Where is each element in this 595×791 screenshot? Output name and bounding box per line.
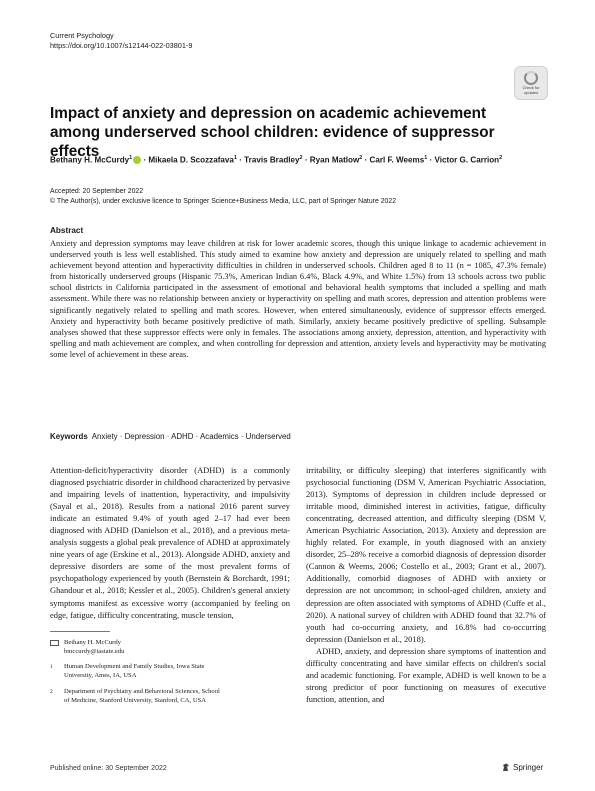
body-paragraph: ADHD, anxiety, and depression share symptoms of inattention and difficulty concentrating and have similar effects on children's social and academic functioning. For example, ADHD is well known to be a strong predictor of poor functioning on measures of executive function, attention, and (306, 645, 546, 704)
body-column-right (306, 464, 546, 705)
footnotes (50, 639, 290, 712)
author-name[interactable]: Ryan Matlow (309, 155, 360, 165)
keywords-label: Keywords (50, 432, 88, 441)
journal-header (50, 31, 192, 51)
author-affiliation: 2 (499, 155, 503, 161)
publisher-name: Springer (513, 763, 544, 772)
body-column-left (50, 464, 290, 621)
author-affiliation: 2 (359, 155, 363, 161)
title-line2: among underserved school children: evidence of suppressor effects (50, 124, 495, 160)
keywords-list: Anxiety · Depression · ADHD · Academics · Underserved (91, 432, 291, 441)
author-name[interactable]: Bethany H. McCurdy (50, 155, 130, 165)
body-paragraph: Attention-deficit/hyperactivity disorder (ADHD) is a commonly diagnosed psychiatric disorder in childhood characterized by pervasive and impairing levels of inattention, hyperactivity, and impulsivity (Sayal et al., 2018). Results from a national 2016 parent survey indicate an estimated 9.4% of youth aged 2–17 had ever been diagnosed with ADHD (Danielson et al., 2018), and a previous meta-analysis suggests a global peak prevalence of ADHD at approximately nine years of age (Erskine et al., 2013). Alongside ADHD, anxiety and depressive disorders are some of the most prevalent forms of psychopathology experienced by youth (Bernstein & Borchardt, 1991; Ghandour et al., 2018; Kessler et al., 2005). Children's general anxiety symptoms manifest as excessive worry (accompanied by feeling on edge, fatigue, difficulty concentrating, muscle tension, (50, 465, 290, 620)
keywords (50, 432, 291, 441)
orcid-icon[interactable] (133, 156, 141, 164)
article-dates (50, 187, 396, 207)
affiliation-mark: 1 (50, 664, 53, 671)
affiliation-line: Human Development and Family Studies, Iowa State (64, 663, 205, 671)
published-online: Published online: 30 September 2022 (50, 765, 167, 772)
copyright-line: © The Author(s), under exclusive licence to Springer Science+Business Media, LLC, part of Springer Nature 2022 (50, 198, 397, 205)
check-for-updates-badge[interactable] (514, 66, 548, 100)
author-list: Bethany H. McCurdy$^1$ · Mikaela D. Scozzafava$^1$ · Travis Bradley$^2$ · Ryan Matlow$^2$ · Carl F. Weems$^1$ · Victor G. Carrion$^2$ (50, 155, 503, 165)
author-affiliation: 1 (129, 155, 133, 161)
affiliation-mark: 2 (50, 688, 53, 695)
author-name[interactable]: Travis Bradley (244, 155, 300, 165)
title-line1: Impact of anxiety and depression on academic achievement (50, 105, 487, 122)
accepted-date: Accepted: 20 September 2022 (50, 188, 144, 195)
abstract-text: Anxiety and depression symptoms may leave children at risk for lower academic scores, though this unique linkage to academic achievement in underserved youth is less well established. This study aimed to examine how anxiety and depression are uniquely related to spelling and math achievement beyond attention and hyperactivity difficulties in children in underserved schools. Children aged 8 to 11 (n = 1085, 47.3% female) from historically underserved groups (Hispanic 75.3%, American Indian 6.4%, Black 4.9%, and White 1.5%) from 13 schools across two public school districts in California participated in the assessment of emotional and behavioral health symptoms that included a spelling and math assessment. While there was no relationship between anxiety or hyperactivity on spelling and math scores, depression and attention problems were significantly negatively related to spelling and math scores. However, when entered simultaneously, evidence of suppressor effects emerged. Anxiety and hyperactivity both became positively predictive of math. Similarly, anxiety became positively predictive of spelling. Subsample analyses showed that these suppressor effects were only in females. The associations among anxiety, depression, attention, and hyperactivity with spelling and math achievement are complex, and when controlling for depression and attention, anxiety levels and hyperactivity may be motivating some level of achievement in these areas. (50, 239, 546, 359)
article-title (50, 104, 520, 161)
journal-doi[interactable]: https://doi.org/10.1007/s12144-022-03801-9 (50, 41, 193, 50)
check-updates-icon (524, 71, 538, 85)
envelope-icon (50, 640, 59, 646)
badge-line1: Check for (522, 85, 540, 91)
corresponding-author (50, 639, 290, 656)
affiliation-1 (50, 663, 290, 680)
author-name[interactable]: Carl F. Weems (369, 155, 425, 165)
author-affiliation: 1 (424, 155, 428, 161)
check-updates-label (522, 86, 539, 95)
affiliation-line: Department of Psychiatry and Behavioral Sciences, School (64, 687, 220, 695)
author-name[interactable]: Mikaela D. Scozzafava (148, 155, 234, 165)
footnote-divider (50, 631, 110, 632)
author-name[interactable]: Victor G. Carrion (434, 155, 500, 165)
abstract-heading: Abstract (50, 226, 84, 235)
publisher-logo[interactable] (502, 763, 543, 772)
author-affiliation: 2 (299, 155, 303, 161)
affiliation-line: of Medicine, Stanford University, Stanford, CA, USA (64, 696, 207, 704)
body-paragraph: irritability, or difficulty sleeping) that interferes significantly with psychosocial functioning (DSM V, American Psychiatric Association, 2013). Symptoms of depression in children include depressed or irritable mood, diminished interest in activities, fatigue, difficulty concentrating, decreased attention, and difficulty sleeping (DSM V, American Psychiatric Association, 2013). Anxiety and depression are highly related. For example, in youth diagnosed with an anxiety disorder, 25–28% receive a comorbid diagnosis of depression disorder (Cannon & Weems, 2006; Costello et al., 2003; Grant et al., 2007). Additionally, comorbid diagnoses of ADHD with anxiety or depression are not uncommon; in school-aged children, anxiety and depression are often associated with symptoms of ADHD (Cuffe et al., 2020). A national survey of children with ADHD found that 32.7% of youth had co-occurring anxiety, and 16.8% had co-occurring depression (Danielson et al., 2018). (306, 465, 546, 644)
author-affiliation: 1 (233, 155, 237, 161)
badge-line2: updates (523, 89, 539, 95)
corresponding-name: Bethany H. McCurdy (64, 639, 121, 646)
corresponding-email[interactable]: bmccurdy@iastate.edu (64, 647, 125, 655)
springer-horse-icon (502, 763, 510, 772)
journal-name: Current Psychology (50, 31, 114, 40)
affiliation-line: University, Ames, IA, USA (64, 672, 137, 680)
affiliation-2 (50, 688, 290, 705)
